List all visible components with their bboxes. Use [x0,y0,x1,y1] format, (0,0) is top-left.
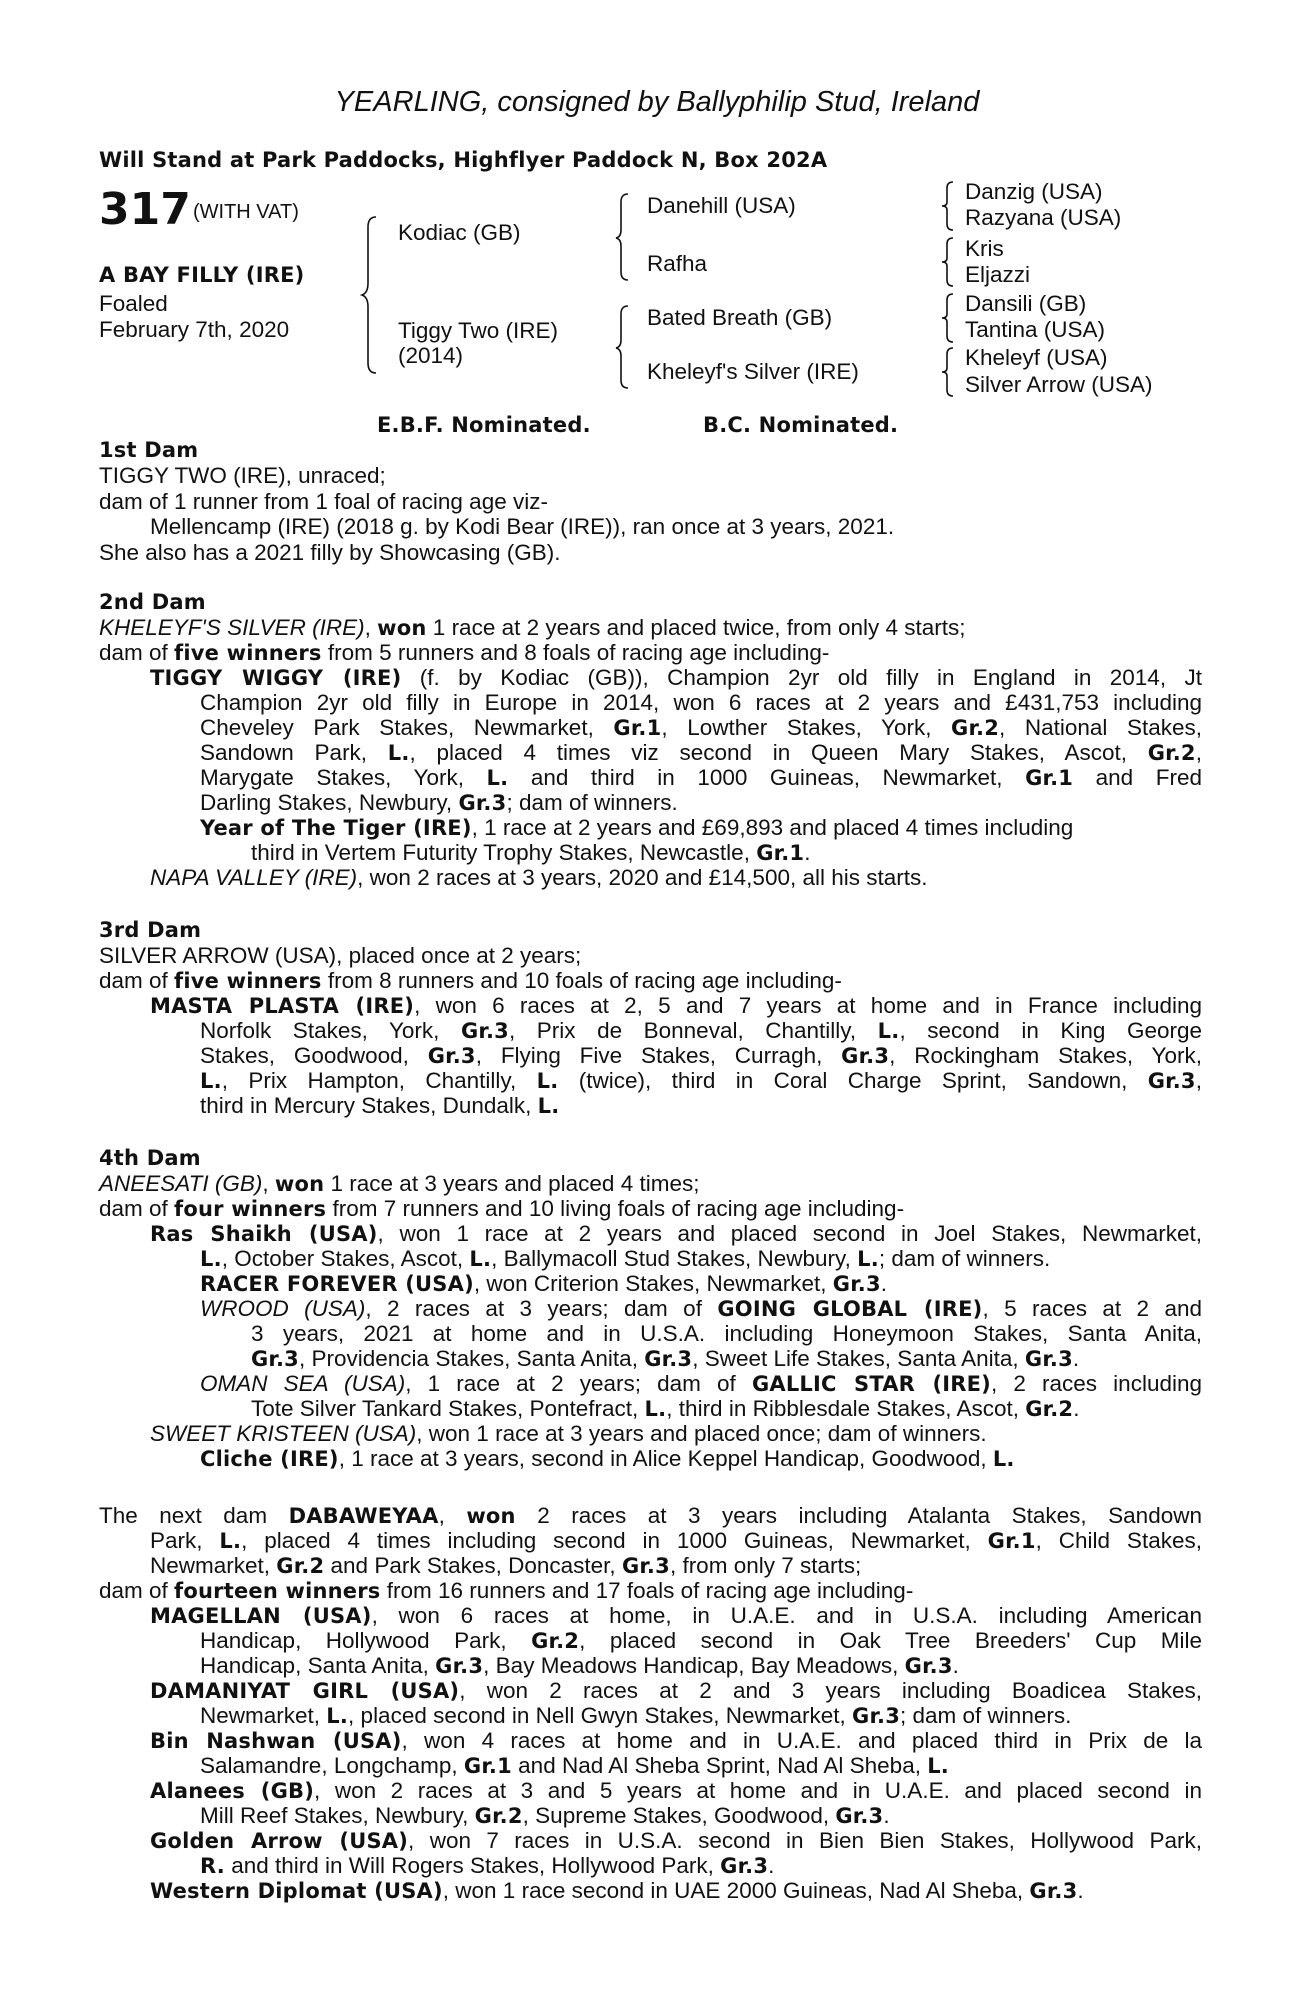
pedigree-brace-ggp-3 [940,292,958,344]
progeny-entry: Salamandre, Longchamp, Gr.1 and Nad Al Sheba Sprint, Nad Al Sheba, L. [200,1753,949,1778]
progeny-entry: third in Mercury Stakes, Dundalk, L. [200,1093,560,1118]
stand-location: Will Stand at Park Paddocks, Highflyer Paddock N, Box 202A [99,148,828,172]
progeny-entry: Handicap, Santa Anita, Gr.3, Bay Meadows Handicap, Bay Meadows, Gr.3. [200,1653,959,1678]
progeny-entry: DAMANIYAT GIRL (USA), won 2 races at 2 and 3 years including Boadicea Stakes, [150,1678,1202,1703]
dam-dam-name: Kheleyf's Silver (IRE) [647,359,859,384]
ggp-name: Razyana (USA) [965,205,1122,230]
dam3-line: dam of five winners from 8 runners and 10 foals of racing age including- [99,968,842,993]
pedigree-brace-sire-line [614,192,636,282]
progeny-entry: 3 years, 2021 at home and in U.S.A. including Honeymoon Stakes, Santa Anita, [251,1321,1202,1346]
section-heading: 2nd Dam [99,590,206,614]
sire-dam-name: Rafha [647,251,708,276]
dam4-line: ANEESATI (GB), won 1 race at 3 years and placed 4 times; [99,1171,700,1196]
dam3-line: SILVER ARROW (USA), placed once at 2 years; [99,943,582,968]
progeny-entry: Alanees (GB), won 2 races at 3 and 5 years at home and in U.A.E. and placed second in [150,1778,1202,1803]
progeny-entry: Gr.3, Providencia Stakes, Santa Anita, Gr.3, Sweet Life Stakes, Santa Anita, Gr.3. [251,1346,1080,1371]
ggp-name: Kris [965,236,1004,261]
progeny-entry: Mill Reef Stakes, Newbury, Gr.2, Supreme Stakes, Goodwood, Gr.3. [200,1803,890,1828]
progeny-entry: Norfolk Stakes, York, Gr.3, Prix de Bonneval, Chantilly, L., second in King George [200,1018,1202,1043]
pedigree-brace-ggp-4 [940,346,958,398]
dam2-line: KHELEYF'S SILVER (IRE), won 1 race at 2 years and placed twice, from only 4 starts; [99,615,966,640]
progeny-entry: Cheveley Park Stakes, Newmarket, Gr.1, Lowther Stakes, York, Gr.2, National Stakes, [200,715,1202,740]
pedigree-brace-sire-dam [360,215,384,375]
ggp-name: Dansili (GB) [965,291,1087,316]
progeny-entry: Newmarket, L., placed second in Nell Gwyn Stakes, Newmarket, Gr.3; dam of winners. [200,1703,1072,1728]
next-dam-line: Park, L., placed 4 times including second in 1000 Guineas, Newmarket, Gr.1, Child Stakes, [150,1528,1202,1553]
progeny-entry: SWEET KRISTEEN (USA), won 1 race at 3 years and placed once; dam of winners. [150,1421,987,1446]
dam1-line: Mellencamp (IRE) (2018 g. by Kodi Bear (IRE)), ran once at 3 years, 2021. [150,514,895,539]
progeny-entry: OMAN SEA (USA), 1 race at 2 years; dam of GALLIC STAR (IRE), 2 races including [200,1371,1202,1396]
progeny-entry: Year of The Tiger (IRE), 1 race at 2 years and £69,893 and placed 4 times including [200,815,1074,840]
progeny-entry: TIGGY WIGGY (IRE) (f. by Kodiac (GB)), Champion 2yr old filly in England in 2014, Jt [150,665,1202,690]
foaled-date: February 7th, 2020 [99,317,290,342]
section-heading: 3rd Dam [99,918,202,942]
pedigree-brace-ggp-1 [940,180,958,232]
dam1-line: dam of 1 runner from 1 foal of racing age viz- [99,489,548,514]
progeny-entry: Bin Nashwan (USA), won 4 races at home and in U.A.E. and placed third in Prix de la [150,1728,1202,1753]
ggp-name: Silver Arrow (USA) [965,372,1153,397]
dam-year: (2014) [398,343,464,368]
page-title: YEARLING, consigned by Ballyphilip Stud, Ireland [334,86,980,118]
progeny-entry: third in Vertem Futurity Trophy Stakes, Newcastle, Gr.1. [251,840,811,865]
progeny-entry: R. and third in Will Rogers Stakes, Hollywood Park, Gr.3. [200,1853,775,1878]
pedigree-brace-dam-line [614,304,636,390]
dam-sire-name: Bated Breath (GB) [647,305,833,330]
progeny-entry: MAGELLAN (USA), won 6 races at home, in U.A.E. and in U.S.A. including American [150,1603,1202,1628]
dam-name: Tiggy Two (IRE) [398,318,559,343]
dam1-line: TIGGY TWO (IRE), unraced; [99,463,386,488]
progeny-entry: NAPA VALLEY (IRE), won 2 races at 3 years, 2020 and £14,500, all his starts. [150,865,928,890]
section-heading: 4th Dam [99,1146,201,1170]
ebf-nomination: E.B.F. Nominated. [377,413,591,437]
ggp-name: Tantina (USA) [965,317,1106,342]
progeny-entry: RACER FOREVER (USA), won Criterion Stakes, Newmarket, Gr.3. [200,1271,888,1296]
dam4-line: dam of four winners from 7 runners and 10 living foals of racing age including- [99,1196,905,1221]
progeny-entry: Stakes, Goodwood, Gr.3, Flying Five Stakes, Curragh, Gr.3, Rockingham Stakes, York, [200,1043,1202,1068]
next-dam-line: dam of fourteen winners from 16 runners and 17 foals of racing age including- [99,1578,914,1603]
lot-name: A BAY FILLY (IRE) [99,263,305,287]
section-heading: 1st Dam [99,438,199,462]
progeny-entry: Champion 2yr old filly in Europe in 2014, won 6 races at 2 years and £431,753 including [200,690,1202,715]
dam2-line: dam of five winners from 5 runners and 8 foals of racing age including- [99,640,830,665]
progeny-entry: L., October Stakes, Ascot, L., Ballymacoll Stud Stakes, Newbury, L.; dam of winners. [200,1246,1051,1271]
progeny-entry: Tote Silver Tankard Stakes, Pontefract, L., third in Ribblesdale Stakes, Ascot, Gr.2. [251,1396,1080,1421]
progeny-entry: Sandown Park, L., placed 4 times viz second in Queen Mary Stakes, Ascot, Gr.2, [200,740,1202,765]
bc-nomination: B.C. Nominated. [703,413,899,437]
progeny-entry: Western Diplomat (USA), won 1 race second in UAE 2000 Guineas, Nad Al Sheba, Gr.3. [150,1878,1084,1903]
progeny-entry: Handicap, Hollywood Park, Gr.2, placed second in Oak Tree Breeders' Cup Mile [200,1628,1202,1653]
foaled-label: Foaled [99,291,168,316]
dam1-line: She also has a 2021 filly by Showcasing (GB). [99,540,561,565]
sire-sire-name: Danehill (USA) [647,193,796,218]
lot-number: 317 [99,184,191,235]
next-dam-line: The next dam DABAWEYAA, won 2 races at 3 years including Atalanta Stakes, Sandown [99,1503,1202,1528]
next-dam-line: Newmarket, Gr.2 and Park Stakes, Doncaster, Gr.3, from only 7 starts; [150,1553,862,1578]
progeny-entry: WROOD (USA), 2 races at 3 years; dam of GOING GLOBAL (IRE), 5 races at 2 and [200,1296,1202,1321]
pedigree-brace-ggp-2 [940,236,958,288]
sire-name: Kodiac (GB) [398,220,521,245]
vat-label: (WITH VAT) [193,201,299,223]
progeny-entry: Golden Arrow (USA), won 7 races in U.S.A. second in Bien Bien Stakes, Hollywood Park, [150,1828,1202,1853]
ggp-name: Kheleyf (USA) [965,345,1108,370]
progeny-entry: Marygate Stakes, York, L. and third in 1000 Guineas, Newmarket, Gr.1 and Fred [200,765,1202,790]
progeny-entry: Cliche (IRE), 1 race at 3 years, second in Alice Keppel Handicap, Goodwood, L. [200,1446,1015,1471]
progeny-entry: Darling Stakes, Newbury, Gr.3; dam of winners. [200,790,678,815]
progeny-entry: Ras Shaikh (USA), won 1 race at 2 years and placed second in Joel Stakes, Newmarket, [150,1221,1202,1246]
progeny-entry: MASTA PLASTA (IRE), won 6 races at 2, 5 and 7 years at home and in France including [150,993,1202,1018]
progeny-entry: L., Prix Hampton, Chantilly, L. (twice), third in Coral Charge Sprint, Sandown, Gr.3, [200,1068,1202,1093]
ggp-name: Danzig (USA) [965,179,1103,204]
ggp-name: Eljazzi [965,262,1031,287]
